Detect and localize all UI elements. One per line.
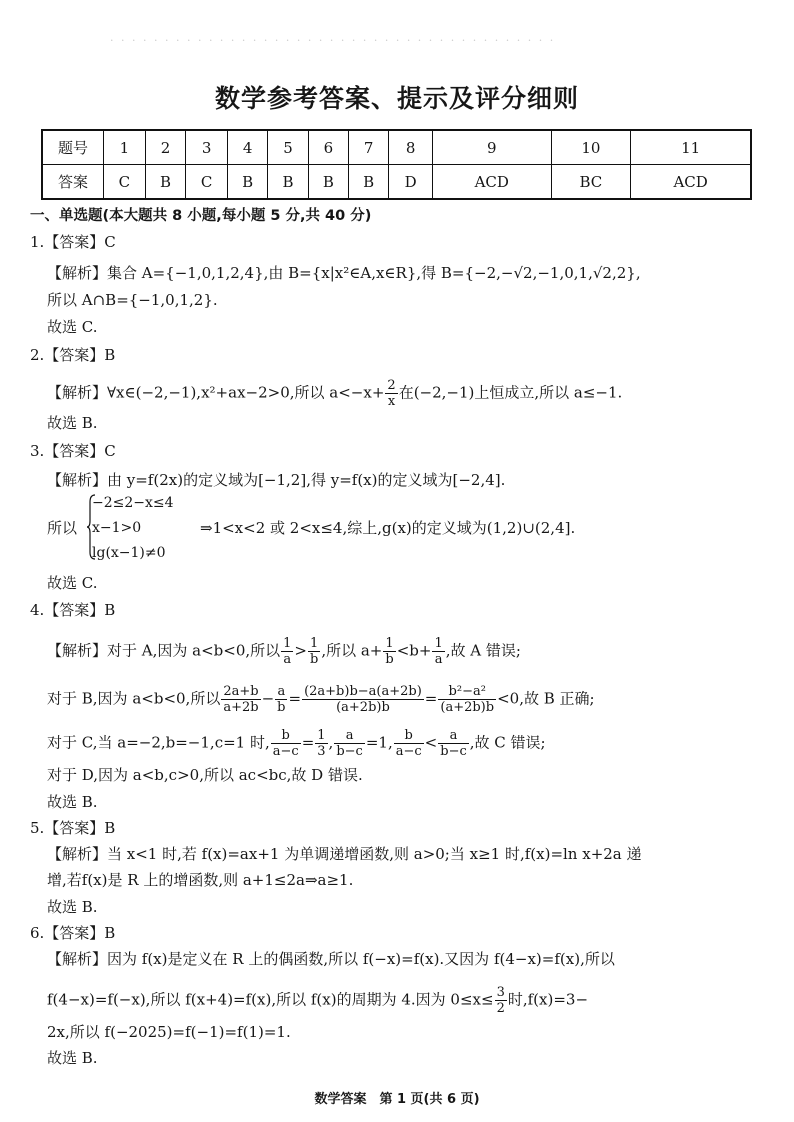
question-number-cell: 4 [228,130,268,165]
q6-conclusion: 故选 B. [47,1049,98,1067]
q6-analysis-line: 【解析】因为 f(x)是定义在 R 上的偶函数,所以 f(−x)=f(x).又因为 f(4−x)=f(x),所以 [47,950,615,968]
page-footer: 数学答案 第 1 页(共 6 页) [314,1092,480,1107]
q4-analysis-c: 对于 C,当 a=−2,b=−1,c=1 时, $\frac{b}{a-c}$ = $\frac{1}{3}$ , $\frac{a}{b-c}$ =1, $\frac{b}{a-c}$ < $\frac{a}{b-c}$ ,故 C 错误; [47,728,546,759]
answer-cell: B [349,165,389,200]
inequality-system-row: x−1>0 [92,520,142,536]
question-number-cell: 9 [433,130,551,165]
header-faint-marks: · · · · · · · · · · · · · · · · · · · · · · · · · · · · · · · · · · · · · · · · · [110,34,556,47]
answer-table [41,129,752,200]
answer-cell: C [104,165,146,200]
q5-conclusion: 故选 B. [47,898,98,916]
q4-analysis-b: 对于 B,因为 a<b<0,所以 $\frac{2a+b}{a+2b}$ − $\frac{a}{b}$ = $\frac{(2a+b)b-a(a+2b)}{(a+2b)b}$ = $\frac{\text{b²−a²}}{(a+2b)b}$ <0,故 B 正确; [47,684,595,715]
row-label-answer: 答案 [42,165,104,200]
question-number-cell: 6 [308,130,348,165]
q4-conclusion: 故选 B. [47,793,98,811]
page-title: 数学参考答案、提示及评分细则 [214,84,579,113]
q3-so-label: 所以 [47,519,78,537]
q4-analysis-a: 【解析】对于 A,因为 a<b<0,所以 $\frac{1}{a}$ > $\frac{1}{b}$ ,所以 a+ $\frac{1}{b}$ <b+ $\frac{1}{a}$ ,故 A 错误; [47,636,521,667]
q2-text: 在(−2,−1)上恒成立,所以 a≤−1. [398,383,623,402]
question-number-cell: 5 [268,130,308,165]
q1-analysis-line: 【解析】集合 A={−1,0,1,2,4},由 B={x|x²∈A,x∈R},得 B={−2,−√2,−1,0,1,√2,2}, [47,264,641,282]
q4-analysis-d: 对于 D,因为 a<b,c>0,所以 ac<bc,故 D 错误. [47,766,363,784]
answer-cell: ACD [433,165,551,200]
answer-cell: B [308,165,348,200]
question-number-cell: 10 [551,130,631,165]
q1-analysis-line: 所以 A∩B={−1,0,1,2}. [47,291,218,309]
question-number-cell: 7 [349,130,389,165]
q2-analysis-line [47,378,622,409]
question-number-cell: 11 [631,130,751,165]
row-label-number: 题号 [42,130,104,165]
q2-conclusion: 故选 B. [47,414,98,432]
section-heading: 一、单选题(本大题共 8 小题,每小题 5 分,共 40 分) [30,208,372,224]
q2-answer: 2.【答案】B [30,346,116,364]
q3-analysis-line: 【解析】由 y=f(2x)的定义域为[−1,2],得 y=f(x)的定义域为[−2,4]. [47,471,506,489]
table-row-numbers [42,130,751,165]
question-number-cell: 8 [389,130,433,165]
fraction: $\frac{2}{x}$ [387,378,396,409]
q4-answer: 4.【答案】B [30,601,116,619]
q1-answer: 1.【答案】C [30,233,116,251]
q6-analysis-line: f(4−x)=f(−x),所以 f(x+4)=f(x),所以 f(x)的周期为 4.因为 0≤x≤ $\frac{3}{2}$ 时,f(x)=3− [47,985,589,1016]
answer-cell: ACD [631,165,751,200]
answer-cell: B [228,165,268,200]
q5-analysis-line: 【解析】当 x<1 时,若 f(x)=ax+1 为单调递增函数,则 a>0;当 x≥1 时,f(x)=ln x+2a 递 [47,845,642,863]
inequality-system-row: lg(x−1)≠0 [92,545,166,561]
question-number-cell: 1 [104,130,146,165]
fraction: $\frac{3}{2}$ [496,985,505,1016]
question-number-cell: 3 [186,130,228,165]
q6-answer: 6.【答案】B [30,924,116,942]
answer-cell: B [145,165,185,200]
q3-result: ⇒1<x<2 或 2<x≤4,综上,g(x)的定义域为(1,2)∪(2,4]. [200,519,576,537]
q2-text: 【解析】∀x∈(−2,−1),x²+ax−2>0,所以 a<−x+ [47,383,385,402]
table-row-answers [42,165,751,200]
q6-analysis-line: 2x,所以 f(−2025)=f(−1)=f(1)=1. [47,1023,291,1041]
q1-conclusion: 故选 C. [47,318,98,336]
q3-answer: 3.【答案】C [30,442,116,460]
answer-cell: C [186,165,228,200]
answer-cell: BC [551,165,631,200]
question-number-cell: 2 [145,130,185,165]
answer-cell: B [268,165,308,200]
q3-conclusion: 故选 C. [47,574,98,592]
q5-answer: 5.【答案】B [30,819,116,837]
inequality-system-row: −2≤2−x≤4 [92,495,174,511]
answer-cell: D [389,165,433,200]
q5-analysis-line: 增,若f(x)是 R 上的增函数,则 a+1≤2a⇒a≥1. [47,871,354,889]
